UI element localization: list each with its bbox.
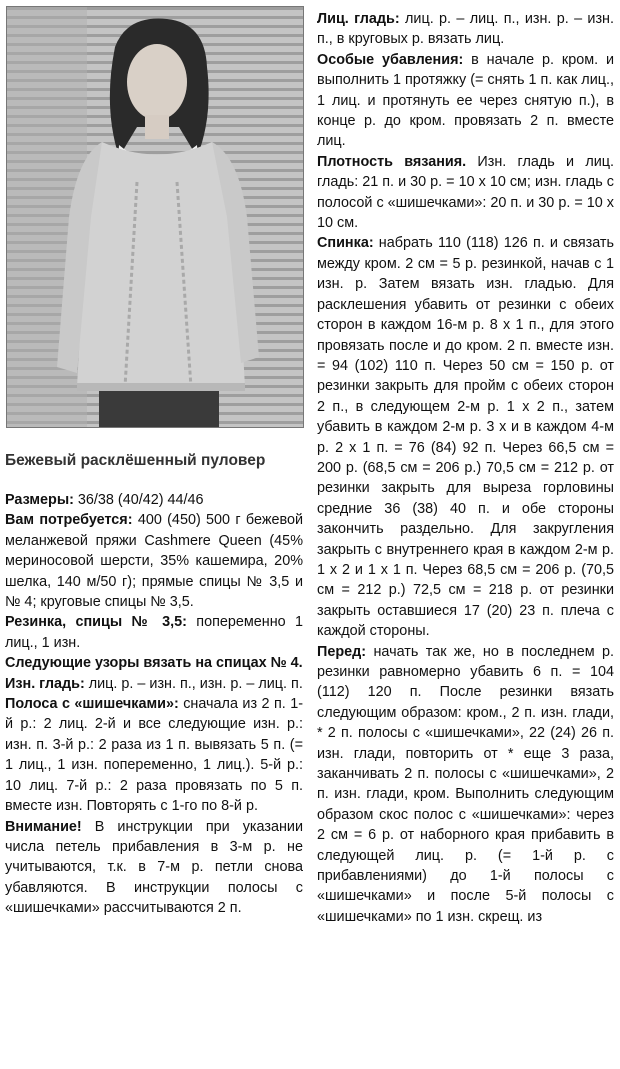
paragraph: Размеры: 36/38 (40/42) 44/46 xyxy=(5,492,204,508)
paragraph: Особые убавления: в начале р. кром. и выполнить 1 протяжку (= снять 1 п. как лиц., 1 лиц. и протянуть ее через снятую п.), в конце р. до кром. провязать 2 п. вместе лиц. xyxy=(317,51,615,150)
paragraph: Полоса с «шишечками»: сначала из 2 п. 1-й р.: 2 лиц. 2-й и все следующие изн. р.: изн. п. 3-й р.: 2 раза из 1 п. вывязать 5 п. (= 1 лиц., 1 изн. попеременно, 1 лиц.). 5-й р.: 10 лиц. 7-й р.: 2 раза провязать по 5 п. вместе изн. Повторять с 1-го по 8-й р. xyxy=(5,696,304,815)
right-column xyxy=(317,9,614,927)
paragraph: Плотность вязания. Изн. гладь и лиц. гладь: 21 п. и 30 р. = 10 х 10 см; изн. гладь с полосой с «шишечками»: 20 п. и 30 р. = 10 х 10 см. xyxy=(317,153,614,232)
paragraph: Следующие узоры вязать на спицах № 4. xyxy=(5,655,303,672)
pattern-title: Бежевый расклёшенный пуловер xyxy=(5,452,266,469)
paragraph: Внимание! В инструкции при указании числа петель прибавления в 3-м р. не учитываются, т.к. в 7-м р. петли снова убавляются. В инструкции полосы с «шишечками» рассчитываются 2 п. xyxy=(5,818,303,917)
paragraph: Вам потребуется: 400 (450) 500 г бежевой меланжевой пряжи Cashmere Queen (45% мериносовой шерсти, 35% кашемира, 20% шелка, 140 м/50 г); прямые спицы № 3,5 и № 4; круговые спицы № 3,5. xyxy=(5,512,303,611)
paragraph: Спинка: набрать 110 (118) 126 п. и связать между кром. 2 см = 5 р. резинкой, начав с 1 изн. р. Затем вязать изн. гладью. Для расклешения убавить от резинки с обеих сторон в каждом 16-м р. 8 х 1 п., для этого провязать после и до кром. 2 п. вместе изн. = 94 (102) 110 п. Через 50 см = 150 р. от резинки закрыть для пройм с обеих сторон 2 п., в следующем 2-м р. 1 х 2 п., затем убавить в каждом 2-м р. 3 х и в каждом 4-м р. 2 х 1 п. = 76 (84) 92 п. Через 66,5 см = 200 р. (68,5 см = 206 р.) 70,5 см = 212 р. от резинки закрыть для выреза горловины средние 36 (38) 40 п. и обе стороны закончить раздельно. Для закругления закрыть с внутреннего края в каждом 2-м р. 1 х 2 и 1 х 1 п. Через 68,5 см = 206 р. (70,5 см = 212 р.) 72,5 см = 218 р. от резинки закрыть оставшиеся 17 (20) 23 п. плеча с каждой стороны. xyxy=(317,235,614,640)
sweater-photo xyxy=(6,6,304,428)
left-column xyxy=(5,490,303,919)
paragraph: Перед: начать так же, но в последнем р. резинки равномерно убавить 6 п. = 104 (112) 120 п. После резинки вязать следующим образом: кром., 2 п. изн. глади, * 2 п. полосы с «шишечками», 22 (24) 26 п. изн. глади, повторить от * еще 3 раза, заканчивать 2 п. полосы с «шишечками», 2 п. изн. глади, кром. Выполнить следующим образом скос полос с «шишечками»: через 2 см = 6 р. от наборного края прибавить в следующей лиц. р. (= 1-й р. с прибавлениями) до 1-й полосы с «шишечками» и после 5-й полосы с «шишечками» по 1 изн. скрещ. из xyxy=(317,643,614,925)
model-photo-illustration xyxy=(7,7,303,427)
paragraph: Изн. гладь: лиц. р. – изн. п., изн. р. – лиц. п. xyxy=(5,675,303,692)
paragraph: Лиц. гладь: лиц. р. – лиц. п., изн. р. – изн. п., в круговых р. вязать лиц. xyxy=(317,11,614,48)
paragraph: Резинка, спицы № 3,5: попеременно 1 лиц., 1 изн. xyxy=(5,614,303,651)
